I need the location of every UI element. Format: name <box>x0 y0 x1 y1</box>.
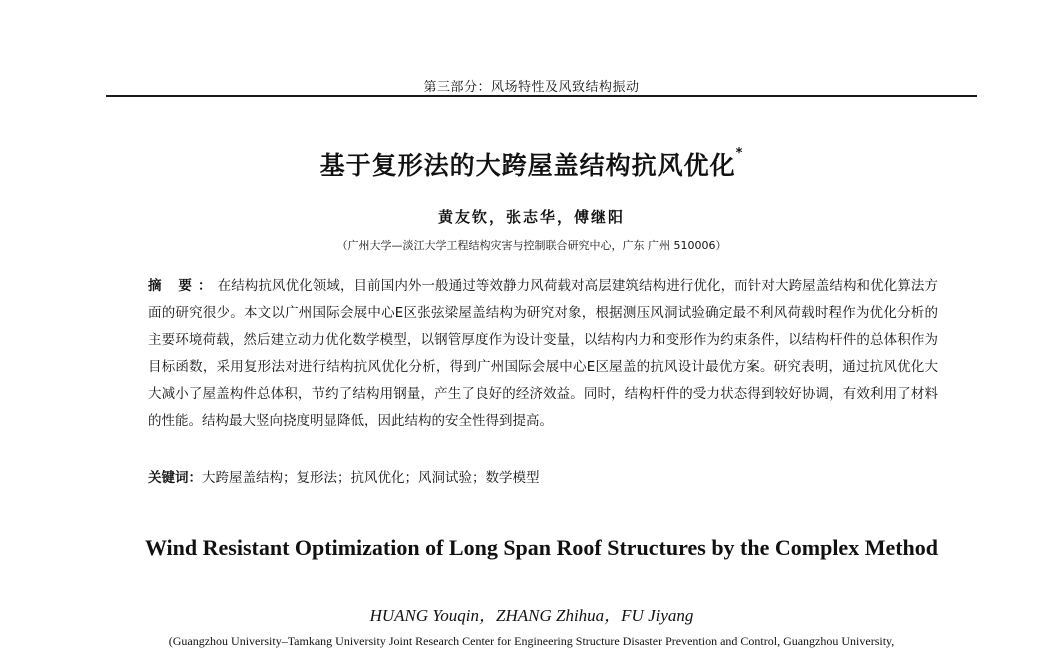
running-head: 第三部分：风场特性及风致结构振动 <box>423 80 640 95</box>
title-text: 基于复形法的大跨屋盖结构抗风优化 <box>319 151 736 180</box>
affiliation-chinese: （广州大学—淡江大学工程结构灾害与控制联合研究中心，广东 广州 510006） <box>336 239 727 252</box>
keywords-text: 大跨屋盖结构；复形法；抗风优化；风洞试验；数学模型 <box>202 470 540 486</box>
title-footnote-mark: * <box>735 146 744 161</box>
authors-chinese: 黄友钦，张志华，傅继阳 <box>437 208 625 226</box>
abstract-chinese <box>148 273 938 435</box>
abstract-text: 在结构抗风优化领域，目前国内外一般通过等效静力风荷载对高层建筑结构进行优化，而针对大跨屋盖结构和优化算法方面的研究很少。本文以广州国际会展中心E区张弦梁屋盖结构为研究对象，根据测压风洞试验确定最不利风荷载时程作为优化分析的主要环境荷载，然后建立动力优化数学模型，以钢管厚度作为设计变量，以结构内力和变形作为约束条件，以结构杆件的总体积作为目标函数，采用复形法对进行结构抗风优化分析，得到广州国际会展中心E区屋盖的抗风设计最优方案。研究表明，通过抗风优化大大减小了屋盖构件总体积，节约了结构用钢量，产生了良好的经济效益。同时，结构杆件的受力状态得到较好协调，有效利用了材料的性能。结构最大竖向挠度明显降低，因此结构的安全性得到提高。 <box>148 278 939 429</box>
paper-title-english: Wind Resistant Optimization of Long Span Roof Structures by the Complex Method <box>144 535 939 560</box>
authors-english: HUANG Youqin，ZHANG Zhihua，FU Jiyang <box>369 606 694 625</box>
header-rule <box>106 95 977 97</box>
keywords-label: 关键词： <box>148 470 202 486</box>
affiliation-english: (Guangzhou University–Tamkang University Joint Research Center for Engineering Structure Disaster Prevention and Control, Guangzhou University, <box>168 634 895 648</box>
paper-title-chinese <box>0 146 1063 182</box>
abstract-label: 摘 要： <box>148 278 218 294</box>
keywords-chinese <box>148 466 938 486</box>
